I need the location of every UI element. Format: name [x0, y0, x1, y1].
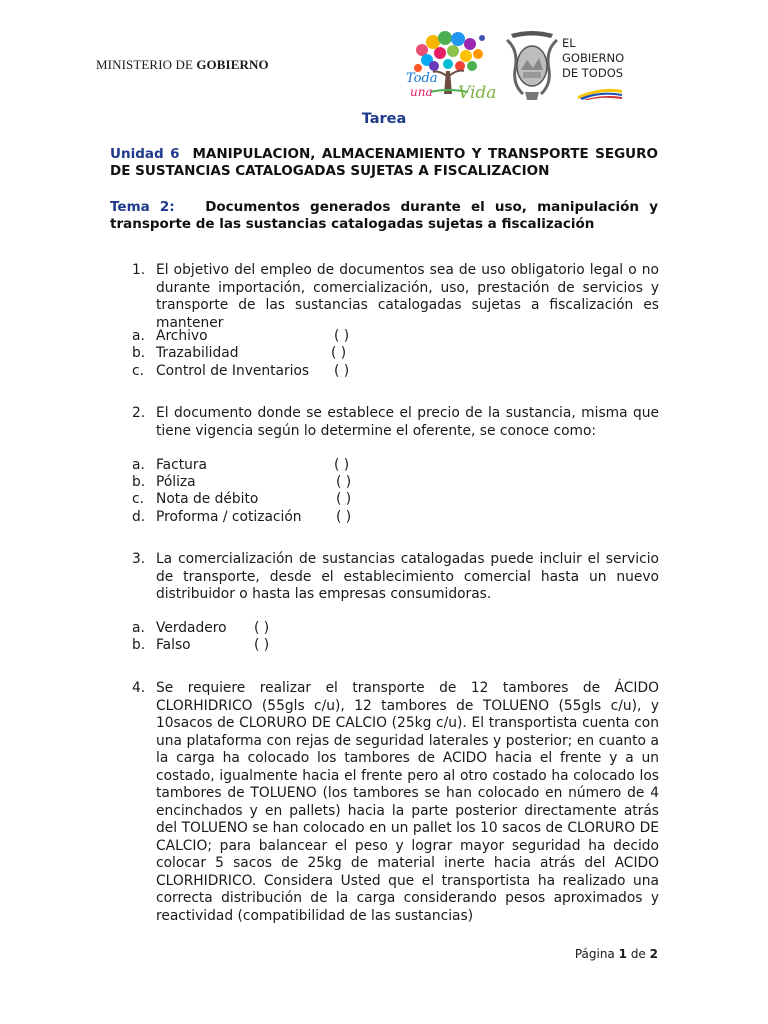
answer-blank: ( ) [336, 491, 352, 507]
answer-blank: ( ) [334, 363, 350, 379]
ecuador-coat-of-arms-icon [503, 30, 561, 102]
answer-blank: ( ) [331, 345, 347, 361]
ministry-name: MINISTERIO DE GOBIERNO [96, 57, 269, 72]
flag-stripes-icon [578, 86, 622, 100]
answer-blank: ( ) [336, 509, 352, 525]
svg-text:Vida: Vida [458, 83, 497, 103]
question-4: 4. Se requiere realizar el transporte de 12 tambores de ÁCIDO CLORHIDRICO (55gls c/u), 12 tambores de TOLUENO (55gls c/u), y 10sacos de CLORURO DE CALCIO (25kg c/u). El transportista cuenta con una plataforma con rejas de seguridad laterales y posterior; en cuanto a la carga ha colocado los tambores de ACIDO hacia el frente y a un costado, igualmente hacia el frente pero al otro costado ha colocado los tambores de TOLUENO (los tambores se han colocado en número de 4 encinchados y en pallets) hacia la parte posterior directamente atrás del TOLUENO se han colocado en un pallet los 10 sacos de CLORURO DE CALCIO; para balancear el peso y lograr mayor seguridad ha decido colocar 5 sacos de 25kg de material inerte hacia atrás del ACIDO CLORHIDRICO. Considera Usted que el transportista ha realizado una correcta distribución de la carga considerando pesos aproximados y reactividad (compatibilidad de las sustancias) [132, 680, 659, 924]
answer-blank: ( ) [334, 457, 350, 473]
unit-heading: Unidad 6 MANIPULACION, ALMACENAMIENTO Y TRANSPORTE SEGURO DE SUSTANCIAS CATALOGADAS SUJETAS A FISCALIZACION [110, 146, 659, 179]
answer-blank: ( ) [336, 474, 352, 490]
svg-text:Toda: Toda [406, 71, 438, 86]
answer-blank: ( ) [254, 637, 270, 653]
toda-una-vida-logo [400, 26, 500, 106]
question-1: 1. El objetivo del empleo de documentos sea de uso obligatorio legal o no durante importación, comercialización, uso, prestación de servicios y transporte de las sustancias catalogadas sujetas a fiscalización es mantener [132, 262, 659, 331]
page-number: Página 1 de 2 [574, 947, 658, 961]
answer-blank: ( ) [254, 620, 270, 636]
question-2: 2. El documento donde se establece el precio de la sustancia, misma que tiene vigencia según lo determine el oferente, se conoce como: [132, 405, 659, 439]
topic-heading: Tema 2: Documentos generados durante el uso, manipulación y transporte de las sustancias catalogadas sujetas a fiscalización [110, 199, 658, 232]
question-3: 3. La comercialización de sustancias catalogadas puede incluir el servicio de transporte, desde el establecimiento comercial hasta un nuevo distribuidor o hasta las empresas consumidoras. [132, 551, 659, 602]
page-title: Tarea [361, 111, 407, 127]
el-gobierno-de-todos-logo: EL GOBIERNO DE TODOS [562, 36, 625, 80]
answer-blank: ( ) [334, 328, 350, 344]
svg-text:una: una [410, 85, 433, 99]
